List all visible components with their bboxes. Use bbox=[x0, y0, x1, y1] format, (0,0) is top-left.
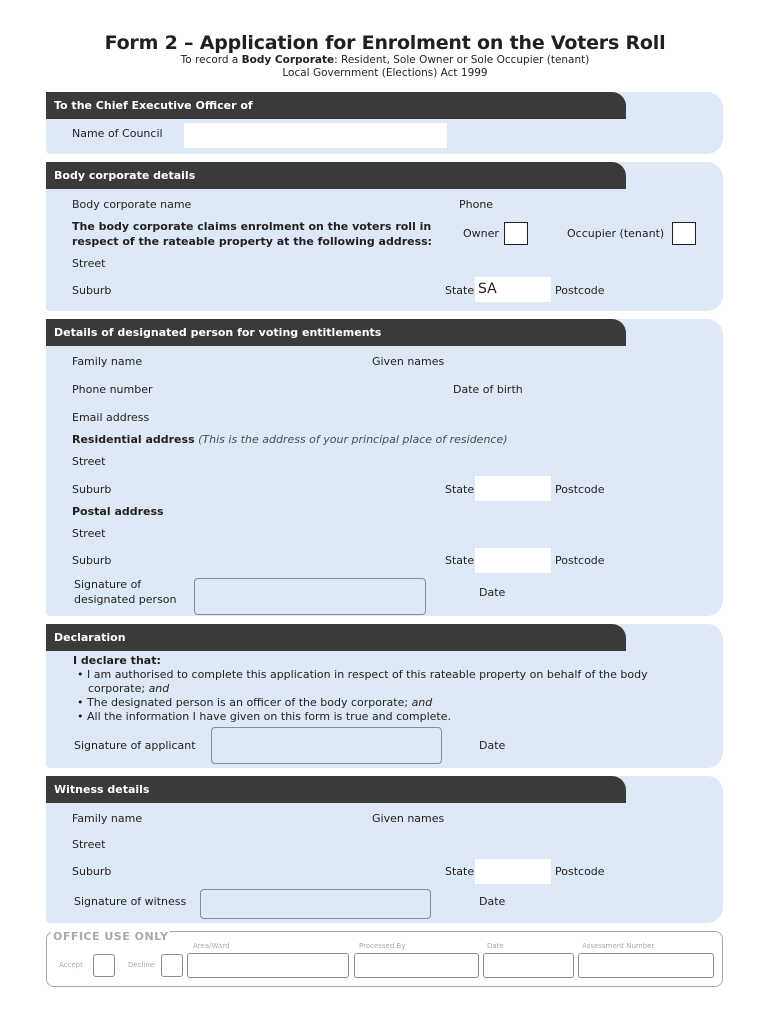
declaration-bullet-2: • The designated person is an officer of the body corporate; and bbox=[77, 696, 433, 709]
body-corporate-suburb-label: Suburb bbox=[72, 284, 112, 297]
occupier-checkbox[interactable] bbox=[672, 222, 696, 245]
office-date-label: Date bbox=[487, 942, 504, 950]
form-act: Local Government (Elections) Act 1999 bbox=[282, 67, 488, 79]
residential-state-label: State bbox=[445, 483, 475, 496]
declaration-bullet-1-line2: corporate; bbox=[88, 682, 149, 695]
residential-postcode-label: Postcode bbox=[555, 483, 605, 496]
declaration-bullet-3-text: All the information I have given on this form is true and complete. bbox=[87, 710, 452, 723]
office-accept-box[interactable] bbox=[93, 954, 115, 977]
body-corporate-name-label: Body corporate name bbox=[72, 198, 192, 211]
office-assessment-label: Assessment Number bbox=[582, 942, 655, 950]
postal-postcode-label: Postcode bbox=[555, 554, 605, 567]
residential-label: Residential address bbox=[72, 433, 195, 446]
ceo-heading: To the Chief Executive Officer of bbox=[46, 92, 626, 119]
declaration-bullet-1-cont bbox=[88, 682, 169, 695]
witness-state-input[interactable] bbox=[475, 859, 551, 884]
office-date-input[interactable] bbox=[483, 953, 574, 978]
witness-given-names-label: Given names bbox=[372, 812, 445, 825]
witness-postcode-label: Postcode bbox=[555, 865, 605, 878]
claim-line-2: respect of the rateable property at the following address: bbox=[72, 235, 433, 248]
witness-section bbox=[46, 776, 723, 923]
form-title: Form 2 – Application for Enrolment on the Voters Roll bbox=[104, 32, 666, 54]
applicant-signature-label: Signature of applicant bbox=[74, 739, 196, 752]
witness-street-label: Street bbox=[72, 838, 106, 851]
office-decline-label: Decline bbox=[128, 961, 155, 969]
designated-family-name-label: Family name bbox=[72, 355, 143, 368]
postal-address-heading: Postal address bbox=[72, 505, 164, 518]
office-accept-label: Accept bbox=[59, 961, 83, 969]
witness-signature-box[interactable] bbox=[200, 889, 431, 919]
body-corporate-street-label: Street bbox=[72, 257, 106, 270]
office-use-section bbox=[46, 931, 723, 987]
office-assessment-input[interactable] bbox=[578, 953, 714, 978]
office-use-heading: OFFICE USE ONLY bbox=[53, 930, 169, 943]
body-corporate-phone-label: Phone bbox=[459, 198, 494, 211]
body-corporate-section bbox=[46, 162, 723, 311]
postal-state-label: State bbox=[445, 554, 475, 567]
residential-street-label: Street bbox=[72, 455, 106, 468]
declaration-intro: I declare that: bbox=[73, 654, 161, 667]
postal-suburb-label: Suburb bbox=[72, 554, 112, 567]
office-processed-label: Processed By bbox=[359, 942, 406, 950]
applicant-signature-box[interactable] bbox=[211, 727, 442, 764]
witness-date-label: Date bbox=[479, 895, 506, 908]
designated-signature-box[interactable] bbox=[194, 578, 426, 615]
declaration-section bbox=[46, 624, 723, 768]
applicant-date-label: Date bbox=[479, 739, 506, 752]
owner-checkbox[interactable] bbox=[504, 222, 528, 245]
subtitle-post: : Resident, Sole Owner or Sole Occupier (tenant) bbox=[334, 54, 590, 66]
postal-street-label: Street bbox=[72, 527, 106, 540]
office-area-label: Area/Ward bbox=[193, 942, 230, 950]
body-corporate-state-input[interactable] bbox=[475, 277, 551, 302]
occupier-label: Occupier (tenant) bbox=[567, 227, 665, 240]
claim-line-1: The body corporate claims enrolment on the voters roll in bbox=[72, 220, 432, 233]
owner-label: Owner bbox=[463, 227, 499, 240]
body-corporate-postcode-label: Postcode bbox=[555, 284, 605, 297]
declaration-bullet-1-and: and bbox=[148, 682, 170, 695]
designated-email-label: Email address bbox=[72, 411, 150, 424]
designated-signature-label-2: designated person bbox=[74, 593, 177, 606]
witness-signature-label: Signature of witness bbox=[74, 895, 187, 908]
designated-phone-label: Phone number bbox=[72, 383, 153, 396]
declaration-bullet-2-and: and bbox=[411, 696, 433, 709]
office-decline-box[interactable] bbox=[161, 954, 183, 977]
body-corporate-state-label: State bbox=[445, 284, 475, 297]
subtitle-bold: Body Corporate bbox=[241, 54, 335, 66]
witness-family-name-label: Family name bbox=[72, 812, 143, 825]
office-area-input[interactable] bbox=[187, 953, 349, 978]
designated-person-section bbox=[46, 319, 723, 616]
witness-suburb-label: Suburb bbox=[72, 865, 112, 878]
witness-state-label: State bbox=[445, 865, 475, 878]
designated-date-label: Date bbox=[479, 586, 506, 599]
body-corporate-heading: Body corporate details bbox=[46, 162, 626, 189]
office-processed-input[interactable] bbox=[354, 953, 479, 978]
declaration-bullet-2-text: The designated person is an officer of the body corporate; bbox=[87, 696, 412, 709]
form-subtitle bbox=[0, 54, 770, 66]
residential-state-input[interactable] bbox=[475, 476, 551, 501]
subtitle-pre: To record a bbox=[180, 54, 242, 66]
designated-signature-label-1: Signature of bbox=[74, 578, 142, 591]
ceo-section bbox=[46, 92, 723, 154]
body-corporate-state-value: SA bbox=[478, 281, 497, 297]
designated-given-names-label: Given names bbox=[372, 355, 445, 368]
residential-suburb-label: Suburb bbox=[72, 483, 112, 496]
declaration-bullet-3: • All the information I have given on this form is true and complete. bbox=[77, 710, 452, 723]
postal-state-input[interactable] bbox=[475, 548, 551, 573]
residential-address-heading bbox=[72, 433, 508, 446]
designated-dob-label: Date of birth bbox=[453, 383, 523, 396]
council-label: Name of Council bbox=[72, 127, 163, 140]
designated-heading: Details of designated person for voting entitlements bbox=[46, 319, 626, 346]
residential-note: (This is the address of your principal place of residence) bbox=[198, 433, 508, 446]
council-input[interactable] bbox=[184, 123, 447, 148]
witness-heading: Witness details bbox=[46, 776, 626, 803]
declaration-heading: Declaration bbox=[46, 624, 626, 651]
declaration-bullet-1-text: I am authorised to complete this application in respect of this rateable property on behalf of the body bbox=[87, 668, 648, 681]
declaration-bullet-1: • I am authorised to complete this application in respect of this rateable property on behalf of the body bbox=[77, 668, 648, 681]
